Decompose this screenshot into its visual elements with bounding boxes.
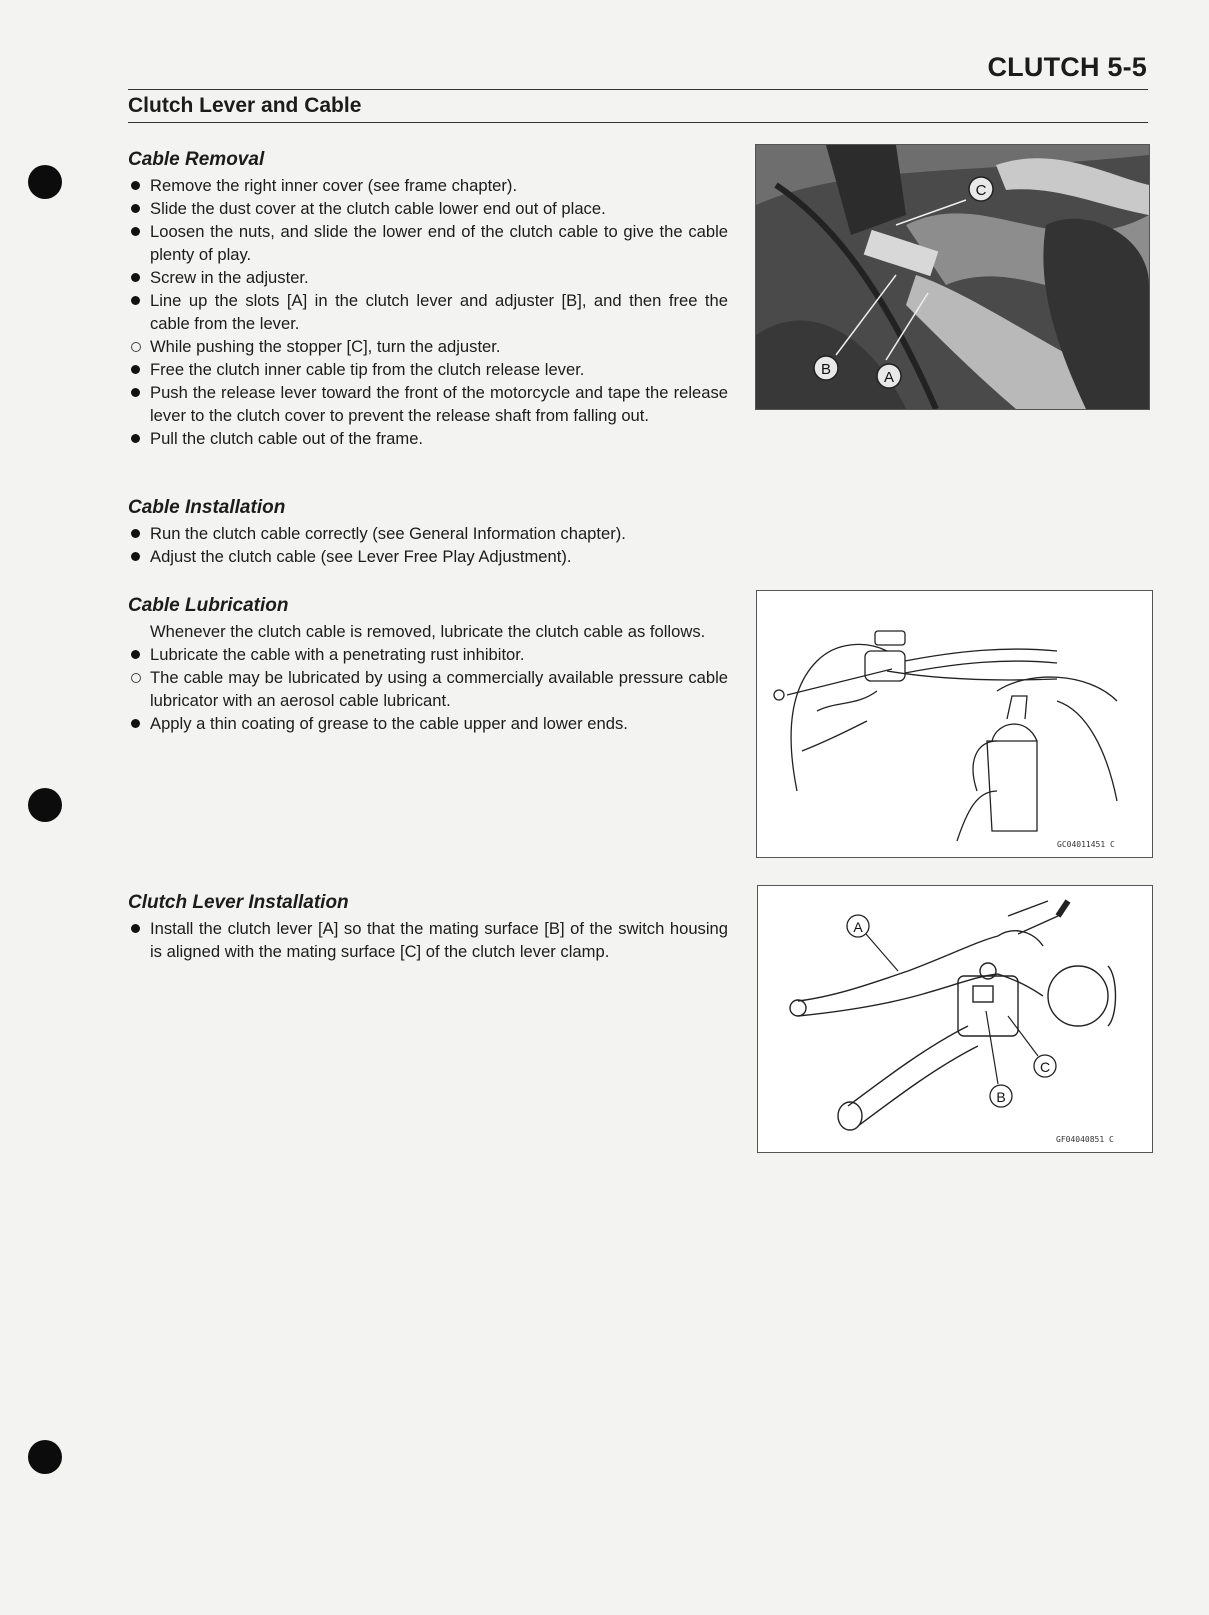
lubrication-figure-code: GC04011451 C xyxy=(1057,840,1115,849)
list-item: Remove the right inner cover (see frame chapter). xyxy=(128,174,728,197)
cable-lubrication-intro: Whenever the clutch cable is removed, lubricate the clutch cable as follows. xyxy=(150,622,706,641)
list-item: Run the clutch cable correctly (see General Information chapter). xyxy=(128,522,728,545)
cable-installation-heading: Cable Installation xyxy=(128,497,286,518)
list-item: Push the release lever toward the front of the motorcycle and tape the release lever to the clutch cover to prevent the release shaft from falling out. xyxy=(128,381,728,427)
cable-removal-steps xyxy=(128,174,728,450)
cable-lubrication-heading: Cable Lubrication xyxy=(128,595,289,616)
cable-lubrication-section xyxy=(128,594,728,735)
punch-hole-middle xyxy=(28,788,62,822)
photo-label-b: B xyxy=(820,361,832,378)
list-item: The cable may be lubricated by using a commercially available pressure cable lubricator with an aerosol cable lubricant. xyxy=(128,666,728,712)
lever-label-b: B xyxy=(996,1089,1006,1105)
list-item: Free the clutch inner cable tip from the clutch release lever. xyxy=(128,358,728,381)
cable-adjuster-photo-drawing xyxy=(756,145,1149,409)
list-item: Install the clutch lever [A] so that the mating surface [B] of the switch housing is aligned with the mating surface [C] of the clutch lever clamp. xyxy=(128,917,728,963)
lever-label-a: A xyxy=(853,919,863,935)
section-title: Clutch Lever and Cable xyxy=(128,94,362,117)
list-item: While pushing the stopper [C], turn the adjuster. xyxy=(128,335,728,358)
lever-installation-section xyxy=(128,891,728,963)
punch-hole-bottom xyxy=(28,1440,62,1474)
cable-installation-section xyxy=(128,496,728,568)
lever-label-c: C xyxy=(1039,1059,1051,1075)
cable-removal-section xyxy=(128,148,728,450)
header-rule-top xyxy=(128,89,1148,90)
list-item: Loosen the nuts, and slide the lower end of the clutch cable to give the cable plenty of play. xyxy=(128,220,728,266)
list-item: Apply a thin coating of grease to the cable upper and lower ends. xyxy=(128,712,728,735)
lever-installation-steps xyxy=(128,917,728,963)
cable-lubrication-drawing xyxy=(757,591,1152,857)
punch-hole-top xyxy=(28,165,62,199)
lever-figure-code: GF04040851 C xyxy=(1056,1135,1114,1144)
photo-label-a: A xyxy=(883,369,895,386)
cable-installation-steps xyxy=(128,522,728,568)
clutch-lever-figure xyxy=(757,885,1153,1153)
cable-adjuster-photo xyxy=(755,144,1150,410)
list-item: Pull the clutch cable out of the frame. xyxy=(128,427,728,450)
list-item: Adjust the clutch cable (see Lever Free Play Adjustment). xyxy=(128,545,728,568)
cable-removal-heading: Cable Removal xyxy=(128,149,265,170)
list-item: Lubricate the cable with a penetrating rust inhibitor. xyxy=(128,643,728,666)
list-item: Screw in the adjuster. xyxy=(128,266,728,289)
clutch-lever-drawing xyxy=(758,886,1152,1152)
photo-label-c: C xyxy=(975,182,987,199)
lever-installation-heading: Clutch Lever Installation xyxy=(128,892,349,913)
chapter-page-title: CLUTCH 5-5 xyxy=(987,52,1147,82)
header-rule-bottom xyxy=(128,122,1148,123)
cable-lubrication-figure xyxy=(756,590,1153,858)
list-item: Slide the dust cover at the clutch cable lower end out of place. xyxy=(128,197,728,220)
list-item: Line up the slots [A] in the clutch lever and adjuster [B], and then free the cable from the lever. xyxy=(128,289,728,335)
cable-lubrication-steps xyxy=(128,643,728,735)
